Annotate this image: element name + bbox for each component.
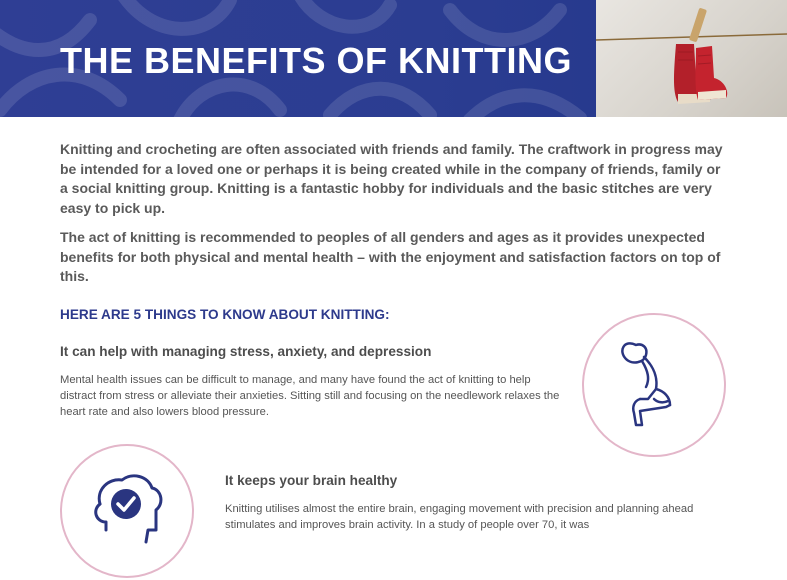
item-2-title: It keeps your brain healthy [225,473,398,488]
intro-paragraph-2: The act of knitting is recommended to peoples of all genders and ages as it provides unexpected benefits for both physical and mental health – with the enjoyment and satisfaction factors on top of this. [60,229,721,284]
section-heading: HERE ARE 5 THINGS TO KNOW ABOUT KNITTING: [60,307,390,322]
intro-paragraph-1: Knitting and crocheting are often associated with friends and family. The craftwork in progress may be intended for a loved one or perhaps it is being created while in the company of friends, family or a social knitting group. Knitting is a fantastic hobby for individuals and the basic stitches are very easy to pick up. [60,141,723,216]
brain-icon-circle [60,444,194,578]
seated-person-icon [584,315,723,454]
page-title: THE BENEFITS OF KNITTING [60,40,572,81]
item-1-title: It can help with managing stress, anxiety, and depression [60,344,432,359]
item-2-body: Knitting utilises almost the entire brain, engaging movement with precision and planning ahead stimulates and improves brain activity. In a study of people over 70, it was [225,503,694,531]
knitted-booties-photo [596,0,787,117]
booties-illustration [596,0,787,117]
stress-icon-circle [582,313,726,457]
item-1-body: Mental health issues can be difficult to manage, and many have found the act of knitting to help distract from stress or alleviate their anxieties. Sitting still and focusing on the needlework relaxes the heart rate and also lowers blood pressure. [60,374,560,418]
header-banner [0,0,787,117]
brain-checkmark-icon [62,446,191,575]
